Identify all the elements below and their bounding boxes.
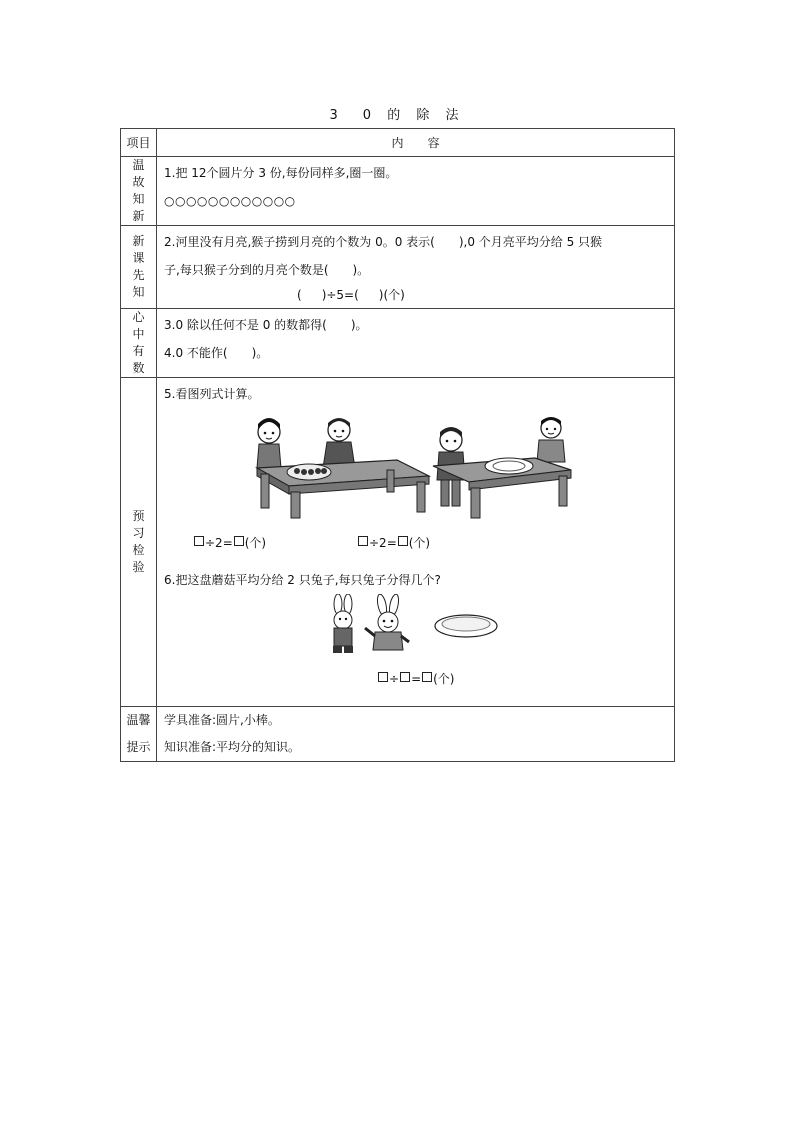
header-row — [121, 129, 675, 157]
row-preview — [121, 226, 675, 309]
question-3: 3.0 除以任何不是 0 的数都得( )。 — [164, 318, 368, 332]
tip-tools: 学具准备:圆片,小棒。 — [164, 713, 280, 727]
table-with-food-illustration — [247, 410, 437, 520]
tip-knowledge: 知识准备:平均分的知识。 — [164, 740, 301, 754]
row-content-practice — [157, 378, 675, 707]
equation-5a: ÷2= (个) — [193, 534, 266, 551]
rabbit-illustration — [363, 594, 413, 654]
rabbit-illustrations — [157, 594, 674, 670]
row-content-preview — [157, 226, 675, 309]
rabbit-illustration — [327, 594, 359, 654]
question-6: 6.把这盘蘑菇平均分给 2 只兔子,每只兔子分得几个? — [164, 573, 441, 587]
answer-box[interactable] — [358, 536, 368, 546]
worksheet-table — [120, 128, 675, 762]
equation-5b: ÷2= (个) — [357, 534, 430, 551]
row-content-check — [157, 309, 675, 378]
page-title: 3 0 的 除 法 — [329, 108, 465, 123]
row-content-tips — [157, 707, 675, 762]
answer-box[interactable] — [378, 672, 388, 682]
empty-plate-illustration — [433, 612, 499, 640]
question-2-line2: 子,每只猴子分到的月亮个数是( )。 — [164, 263, 370, 277]
question-1: 1.把 12个圆片分 3 份,每份同样多,圈一圈。 — [164, 166, 398, 180]
row-label-practice: 预习检验 — [121, 378, 157, 707]
answer-box[interactable] — [398, 536, 408, 546]
answer-box[interactable] — [194, 536, 204, 546]
answer-box[interactable] — [400, 672, 410, 682]
header-col-content: 内 容 — [157, 129, 675, 157]
header-col-item: 项目 — [121, 129, 157, 157]
question-4: 4.0 不能作( )。 — [164, 346, 269, 360]
question-5: 5.看图列式计算。 — [164, 387, 260, 401]
table-with-empty-plate-illustration — [425, 410, 575, 520]
row-tips — [121, 707, 675, 762]
answer-box[interactable] — [422, 672, 432, 682]
row-content-review — [157, 157, 675, 226]
equation-6-row — [157, 670, 674, 694]
table-illustrations — [157, 408, 674, 558]
question-2-line1: 2.河里没有月亮,猴子捞到月亮的个数为 0。0 表示( ),0 个月亮平均分给 5 只猴 — [164, 235, 603, 249]
row-practice — [121, 378, 675, 707]
answer-box[interactable] — [234, 536, 244, 546]
circle-discs[interactable]: ○○○○○○○○○○○○ — [164, 194, 296, 208]
row-check — [121, 309, 675, 378]
row-label-preview: 新课先知 — [121, 226, 157, 309]
row-label-check: 心中有数 — [121, 309, 157, 378]
row-review — [121, 157, 675, 226]
equation-6: ÷ = (个) — [377, 670, 455, 687]
row-label-review: 温故知新 — [121, 157, 157, 226]
row-label-tips: 温馨 提示 — [121, 707, 157, 762]
equation-2: ( )÷5=( )(个) — [297, 288, 405, 302]
